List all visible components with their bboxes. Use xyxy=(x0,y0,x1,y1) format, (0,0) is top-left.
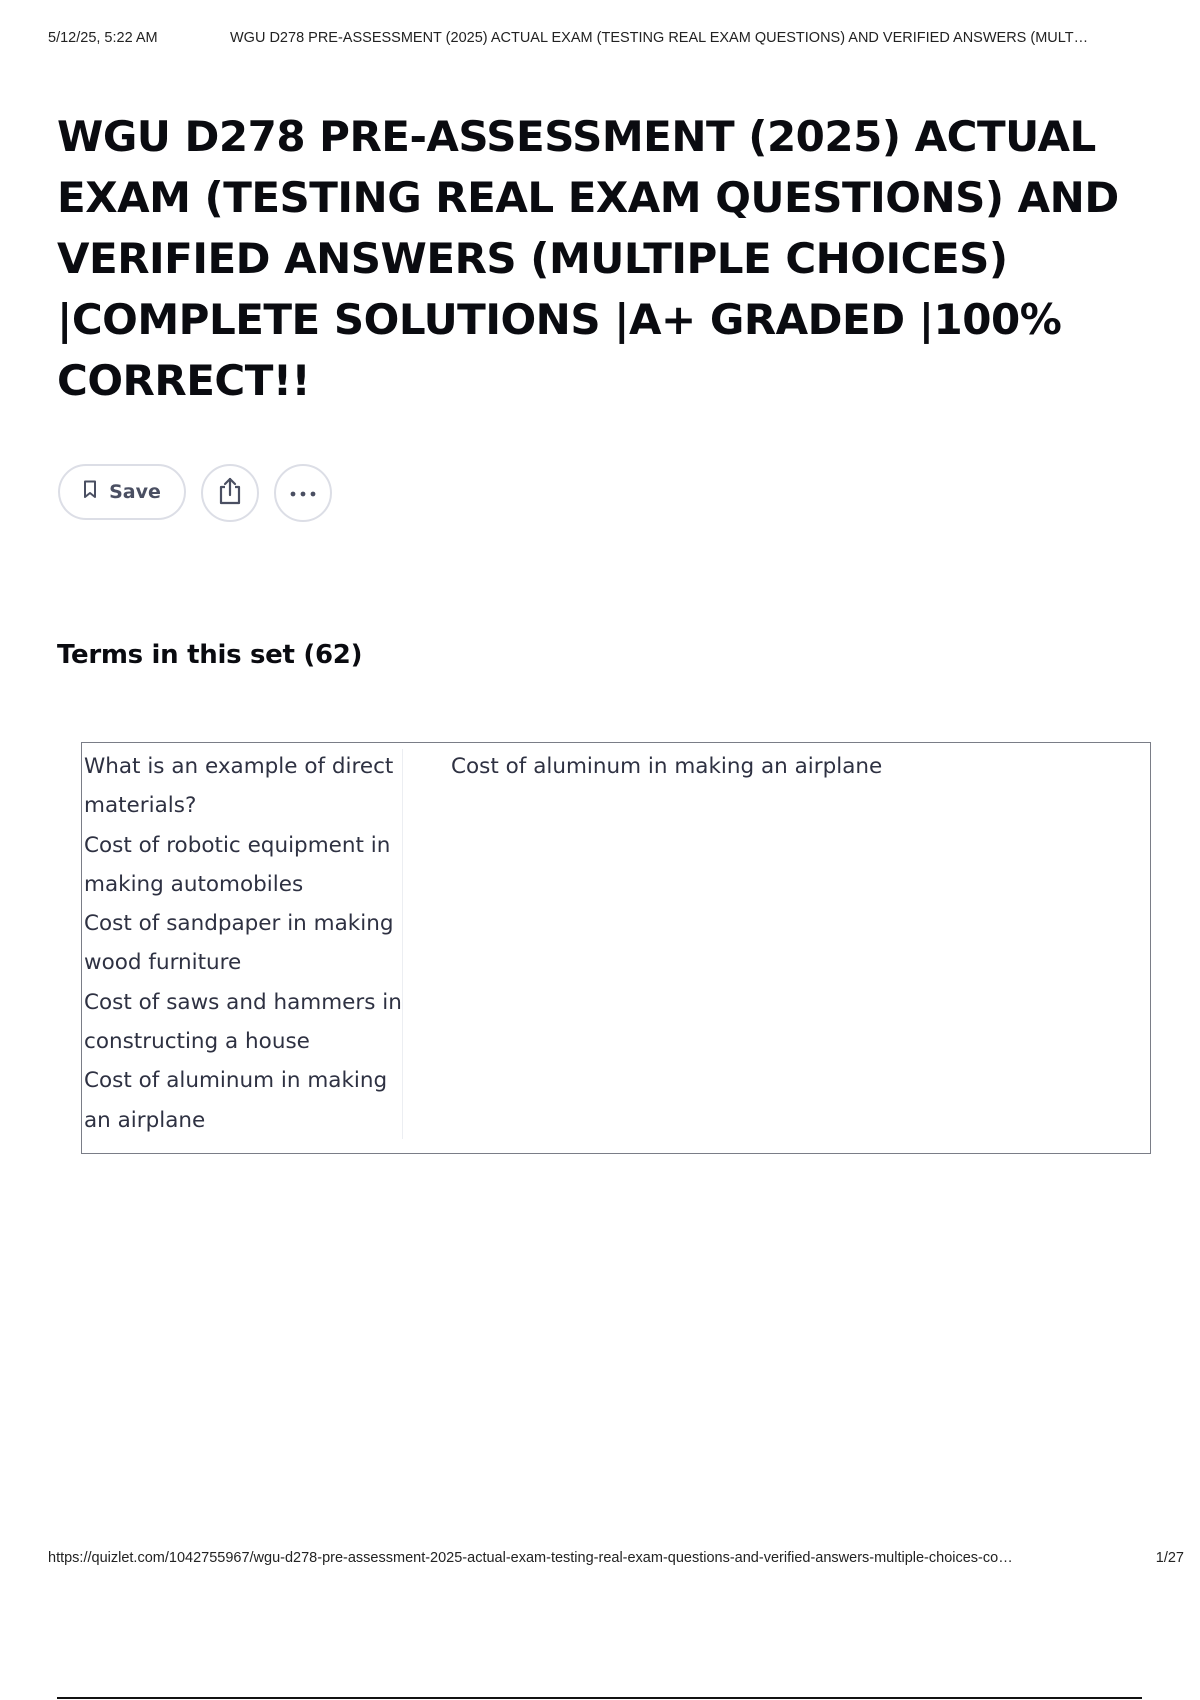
term-line: Cost of aluminum in making an airplane xyxy=(84,1068,388,1133)
term-line: Cost of sandpaper in making wood furniture xyxy=(84,911,394,976)
page-title: WGU D278 PRE-ASSESSMENT (2025) ACTUAL EXAM (TESTING REAL EXAM QUESTIONS) AND VERIFIED ANSWERS (MULTIPLE CHOICES) |COMPLETE SOLUTIONS |A+ GRADED |100% CORRECT!! xyxy=(57,112,1119,405)
term-line: Cost of saws and hammers in constructing a house xyxy=(84,989,402,1055)
print-datetime: 5/12/25, 5:22 AM xyxy=(48,30,158,46)
term-card xyxy=(81,742,1151,1154)
print-footer xyxy=(48,1550,1184,1570)
bottom-divider xyxy=(57,1697,1142,1699)
card-divider xyxy=(402,749,403,1139)
term-line: Cost of robotic equipment in making automobiles xyxy=(84,832,391,897)
definition-text: Cost of aluminum in making an airplane xyxy=(451,754,883,779)
term-line: What is an example of direct materials? xyxy=(84,754,394,819)
more-options-icon xyxy=(289,484,317,502)
print-document-title: WGU D278 PRE-ASSESSMENT (2025) ACTUAL EXAM (TESTING REAL EXAM QUESTIONS) AND VERIFIED ANSWERS (MULT… xyxy=(230,30,1089,46)
share-button[interactable] xyxy=(201,464,259,522)
page-indicator: 1/27 xyxy=(1155,1550,1184,1566)
more-options-button[interactable] xyxy=(274,464,332,522)
save-button[interactable] xyxy=(58,464,186,520)
term-text xyxy=(84,747,402,1140)
bookmark-icon xyxy=(83,480,97,504)
print-header xyxy=(48,30,1184,50)
terms-heading: Terms in this set (62) xyxy=(57,640,363,670)
share-icon xyxy=(217,477,243,510)
save-button-label: Save xyxy=(109,481,161,503)
print-url: https://quizlet.com/1042755967/wgu-d278-pre-assessment-2025-actual-exam-testing-real-exam-questions-and-verified-answers-multiple-choices-co… xyxy=(48,1550,1013,1566)
